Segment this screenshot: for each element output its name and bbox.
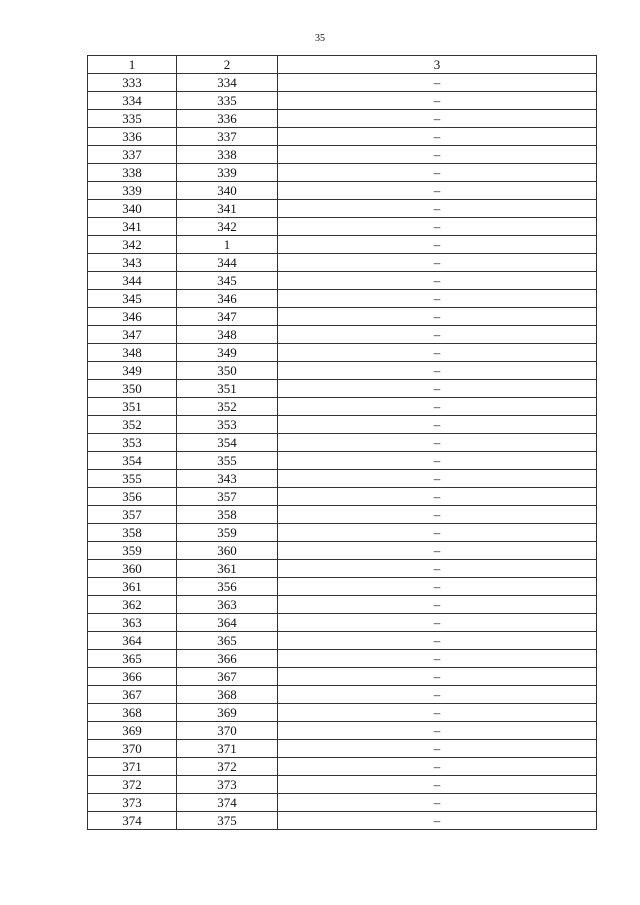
table-cell-col-3: – <box>278 146 597 164</box>
table-row <box>88 722 597 740</box>
table-cell-col-3: – <box>278 488 597 506</box>
table-cell-col-1: 350 <box>88 380 177 398</box>
table-row <box>88 578 597 596</box>
table-cell-col-2: 369 <box>177 704 278 722</box>
table-cell-col-2: 353 <box>177 416 278 434</box>
table-cell-col-1: 349 <box>88 362 177 380</box>
table-cell-col-3: – <box>278 794 597 812</box>
table-cell-col-3: – <box>278 578 597 596</box>
table-cell-col-3: – <box>278 506 597 524</box>
table-row <box>88 146 597 164</box>
table-cell-col-1: 369 <box>88 722 177 740</box>
table-cell-col-1: 373 <box>88 794 177 812</box>
column-header-2: 2 <box>177 56 278 74</box>
table-row <box>88 614 597 632</box>
table-cell-col-2: 341 <box>177 200 278 218</box>
table-row <box>88 704 597 722</box>
table-row <box>88 452 597 470</box>
table-cell-col-1: 358 <box>88 524 177 542</box>
table-body <box>88 74 597 830</box>
table-row <box>88 92 597 110</box>
table-cell-col-3: – <box>278 722 597 740</box>
table-cell-col-3: – <box>278 524 597 542</box>
table-cell-col-2: 351 <box>177 380 278 398</box>
table-cell-col-1: 353 <box>88 434 177 452</box>
table-cell-col-2: 370 <box>177 722 278 740</box>
table-cell-col-1: 342 <box>88 236 177 254</box>
table-cell-col-2: 372 <box>177 758 278 776</box>
table-row <box>88 182 597 200</box>
page-number: 35 <box>315 33 325 44</box>
table-cell-col-1: 354 <box>88 452 177 470</box>
table-cell-col-3: – <box>278 452 597 470</box>
table-cell-col-2: 348 <box>177 326 278 344</box>
table-cell-col-3: – <box>278 362 597 380</box>
table-cell-col-1: 370 <box>88 740 177 758</box>
table-cell-col-3: – <box>278 632 597 650</box>
table-cell-col-1: 365 <box>88 650 177 668</box>
header-row <box>88 56 597 74</box>
table-cell-col-2: 345 <box>177 272 278 290</box>
table-row <box>88 542 597 560</box>
table-cell-col-1: 348 <box>88 344 177 362</box>
table-cell-col-1: 374 <box>88 812 177 830</box>
table-cell-col-1: 333 <box>88 74 177 92</box>
table-cell-col-1: 340 <box>88 200 177 218</box>
table-row <box>88 668 597 686</box>
table-cell-col-2: 339 <box>177 164 278 182</box>
table-cell-col-1: 338 <box>88 164 177 182</box>
table-cell-col-2: 359 <box>177 524 278 542</box>
table-row <box>88 74 597 92</box>
table-cell-col-1: 335 <box>88 110 177 128</box>
table-cell-col-3: – <box>278 560 597 578</box>
table-cell-col-2: 371 <box>177 740 278 758</box>
table-row <box>88 434 597 452</box>
table-cell-col-2: 335 <box>177 92 278 110</box>
table-row <box>88 326 597 344</box>
table-cell-col-3: – <box>278 128 597 146</box>
table-cell-col-1: 341 <box>88 218 177 236</box>
column-header-3: 3 <box>278 56 597 74</box>
table-row <box>88 740 597 758</box>
table-cell-col-3: – <box>278 614 597 632</box>
table-row <box>88 560 597 578</box>
table-cell-col-2: 373 <box>177 776 278 794</box>
table-cell-col-3: – <box>278 308 597 326</box>
table-cell-col-3: – <box>278 236 597 254</box>
table-cell-col-2: 354 <box>177 434 278 452</box>
table-cell-col-3: – <box>278 776 597 794</box>
table-cell-col-1: 352 <box>88 416 177 434</box>
table-row <box>88 794 597 812</box>
table-cell-col-2: 358 <box>177 506 278 524</box>
table-row <box>88 110 597 128</box>
table-row <box>88 758 597 776</box>
table-cell-col-1: 359 <box>88 542 177 560</box>
table-cell-col-3: – <box>278 416 597 434</box>
table-cell-col-3: – <box>278 200 597 218</box>
table-row <box>88 308 597 326</box>
table-row <box>88 380 597 398</box>
table-cell-col-2: 368 <box>177 686 278 704</box>
table-cell-col-2: 356 <box>177 578 278 596</box>
table-cell-col-2: 342 <box>177 218 278 236</box>
table-cell-col-2: 375 <box>177 812 278 830</box>
table-cell-col-2: 364 <box>177 614 278 632</box>
table-cell-col-3: – <box>278 326 597 344</box>
table-cell-col-3: – <box>278 110 597 128</box>
table-row <box>88 524 597 542</box>
table-cell-col-3: – <box>278 254 597 272</box>
table-cell-col-2: 366 <box>177 650 278 668</box>
table-cell-col-2: 338 <box>177 146 278 164</box>
table-row <box>88 686 597 704</box>
table-row <box>88 236 597 254</box>
table-cell-col-2: 347 <box>177 308 278 326</box>
table-row <box>88 272 597 290</box>
table-cell-col-1: 337 <box>88 146 177 164</box>
table-cell-col-2: 336 <box>177 110 278 128</box>
table-row <box>88 290 597 308</box>
table-cell-col-3: – <box>278 686 597 704</box>
table-row <box>88 650 597 668</box>
table-cell-col-3: – <box>278 398 597 416</box>
table-cell-col-1: 361 <box>88 578 177 596</box>
table-row <box>88 470 597 488</box>
table-cell-col-2: 349 <box>177 344 278 362</box>
column-header-1: 1 <box>88 56 177 74</box>
data-table <box>87 55 597 830</box>
table-row <box>88 200 597 218</box>
table-row <box>88 776 597 794</box>
table-row <box>88 254 597 272</box>
table-row <box>88 164 597 182</box>
table-cell-col-1: 356 <box>88 488 177 506</box>
table-cell-col-1: 372 <box>88 776 177 794</box>
table-cell-col-3: – <box>278 380 597 398</box>
table-cell-col-3: – <box>278 542 597 560</box>
table-cell-col-3: – <box>278 92 597 110</box>
table-cell-col-3: – <box>278 218 597 236</box>
table-cell-col-2: 340 <box>177 182 278 200</box>
table-cell-col-2: 361 <box>177 560 278 578</box>
table-cell-col-1: 345 <box>88 290 177 308</box>
table-cell-col-1: 360 <box>88 560 177 578</box>
table-cell-col-3: – <box>278 272 597 290</box>
table-cell-col-3: – <box>278 704 597 722</box>
table-cell-col-2: 360 <box>177 542 278 560</box>
table-cell-col-3: – <box>278 596 597 614</box>
table-row <box>88 398 597 416</box>
table-cell-col-3: – <box>278 758 597 776</box>
table-cell-col-1: 363 <box>88 614 177 632</box>
table-cell-col-3: – <box>278 650 597 668</box>
table-cell-col-1: 367 <box>88 686 177 704</box>
table-cell-col-3: – <box>278 740 597 758</box>
table-cell-col-1: 343 <box>88 254 177 272</box>
table-cell-col-3: – <box>278 182 597 200</box>
table-row <box>88 416 597 434</box>
table-cell-col-1: 347 <box>88 326 177 344</box>
table-cell-col-2: 344 <box>177 254 278 272</box>
table-row <box>88 218 597 236</box>
table-cell-col-3: – <box>278 470 597 488</box>
table-row <box>88 344 597 362</box>
table-cell-col-1: 357 <box>88 506 177 524</box>
table-cell-col-2: 346 <box>177 290 278 308</box>
table-cell-col-1: 364 <box>88 632 177 650</box>
table-cell-col-1: 362 <box>88 596 177 614</box>
table-cell-col-2: 357 <box>177 488 278 506</box>
table-cell-col-1: 366 <box>88 668 177 686</box>
table-row <box>88 488 597 506</box>
table-cell-col-2: 363 <box>177 596 278 614</box>
table-cell-col-2: 365 <box>177 632 278 650</box>
table-row <box>88 128 597 146</box>
table-cell-col-1: 339 <box>88 182 177 200</box>
table-cell-col-1: 346 <box>88 308 177 326</box>
table-cell-col-3: – <box>278 668 597 686</box>
table-cell-col-2: 1 <box>177 236 278 254</box>
table-cell-col-3: – <box>278 812 597 830</box>
table-cell-col-1: 355 <box>88 470 177 488</box>
table-cell-col-1: 351 <box>88 398 177 416</box>
table-cell-col-3: – <box>278 434 597 452</box>
table-cell-col-2: 374 <box>177 794 278 812</box>
table-cell-col-1: 336 <box>88 128 177 146</box>
table-cell-col-2: 367 <box>177 668 278 686</box>
table-row <box>88 812 597 830</box>
table-cell-col-1: 368 <box>88 704 177 722</box>
table-cell-col-2: 343 <box>177 470 278 488</box>
table-cell-col-3: – <box>278 164 597 182</box>
table-row <box>88 596 597 614</box>
table-cell-col-1: 334 <box>88 92 177 110</box>
table-cell-col-3: – <box>278 74 597 92</box>
table-row <box>88 362 597 380</box>
table-cell-col-3: – <box>278 290 597 308</box>
table-cell-col-1: 344 <box>88 272 177 290</box>
table-header <box>88 56 597 74</box>
table-row <box>88 506 597 524</box>
table-cell-col-2: 337 <box>177 128 278 146</box>
table-row <box>88 632 597 650</box>
table-cell-col-2: 352 <box>177 398 278 416</box>
table-cell-col-3: – <box>278 344 597 362</box>
table-cell-col-2: 355 <box>177 452 278 470</box>
table-cell-col-1: 371 <box>88 758 177 776</box>
table-cell-col-2: 334 <box>177 74 278 92</box>
table-cell-col-2: 350 <box>177 362 278 380</box>
